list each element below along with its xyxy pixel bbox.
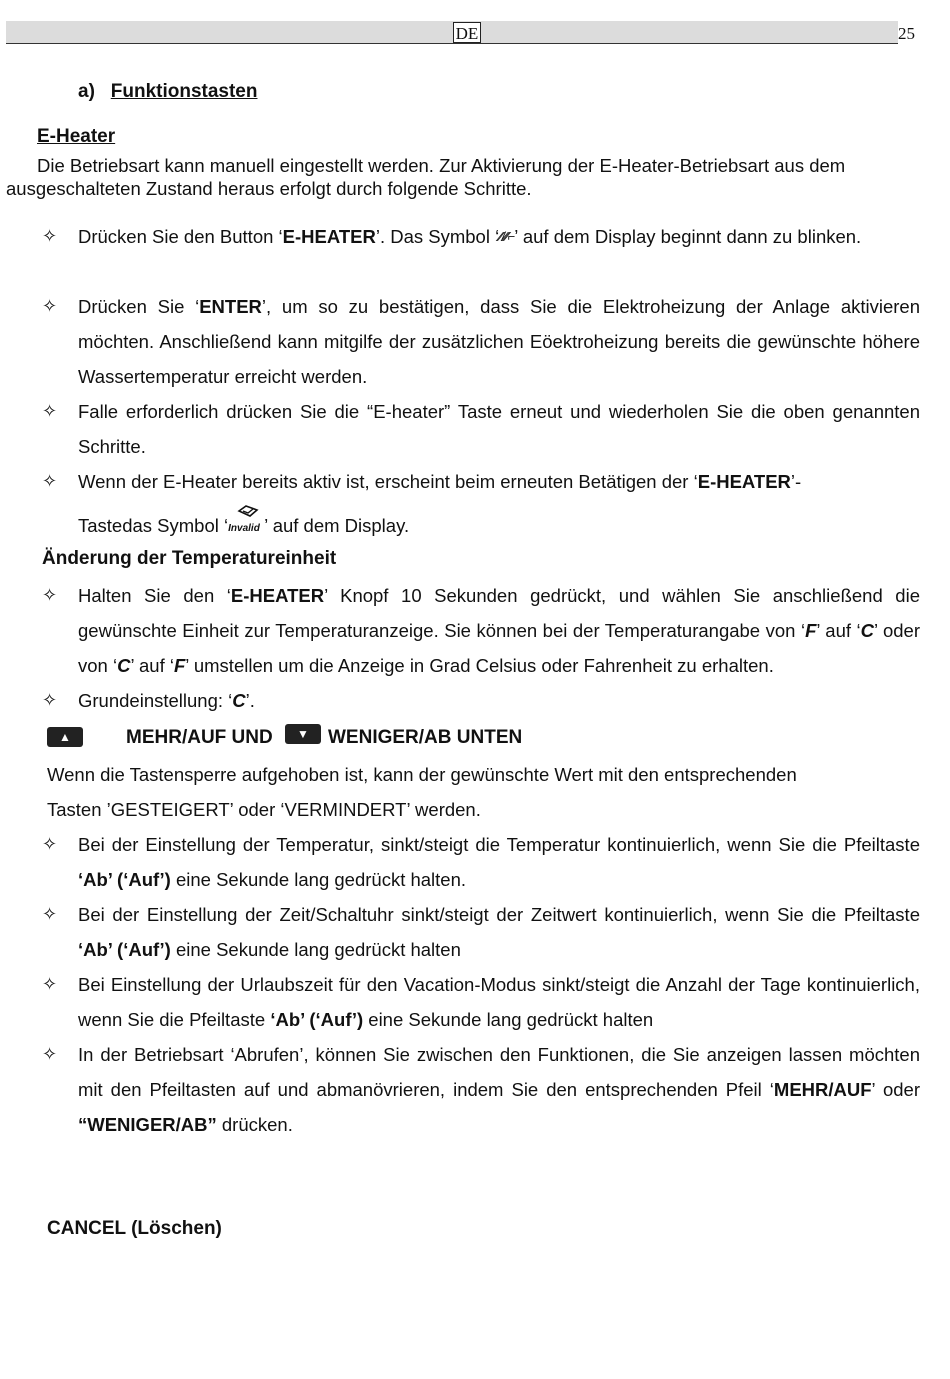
eheater-bullet-2: Drücken Sie ‘ENTER’, um so zu bestätigen, dass Sie die Elektroheizung der Anlage aktivieren möchten. Anschließend kann mitgilfe der zusätzlichen Eöektroheizung bereits die gewünschte höhere Wassertemperatur erreicht werden. [78, 296, 920, 387]
temp-unit-title: Änderung der Temperatureinheit [42, 548, 337, 569]
section-heading [78, 81, 257, 103]
temp-unit-bullet-1: Halten Sie den ‘E-HEATER’ Knopf 10 Sekunden gedrückt, und wählen Sie anschließend die gewünschte Einheit zur Temperaturanzeige. Sie können bei der Temperaturangabe von ‘F’ auf ‘C’ oder von ‘C’ auf ‘F’ umstellen um die Anzeige in Grad Celsius oder Fahrenheit zu erhalten. [78, 585, 920, 676]
section-title: Funktionstasten [110, 81, 258, 102]
bullet-icon: ✧ [42, 904, 58, 924]
eheater-bullet-4-line1: Wenn der E-Heater bereits aktiv ist, erscheint beim erneuten Betätigen der ‘E-HEATER’- [78, 471, 802, 492]
bullet-icon: ✧ [42, 296, 58, 316]
language-tag: DE [453, 22, 481, 43]
bullet-icon: ✧ [42, 401, 58, 421]
cancel-title: CANCEL (Löschen) [47, 1218, 222, 1239]
down-key-icon: ▼ [285, 724, 321, 744]
header-rule [6, 43, 898, 44]
heater-symbol-icon: ⁄⁄/⁄⁄⁄⌐ [499, 229, 515, 244]
arrows-bullet-2: Bei der Einstellung der Zeit/Schaltuhr sinkt/steigt der Zeitwert kontinuierlich, wenn Sie die Pfeiltaste ‘Ab’ (‘Auf’) eine Sekunde lang gedrückt halten [78, 904, 920, 960]
bullet-icon: ✧ [42, 471, 58, 491]
section-label: a) [78, 81, 95, 102]
arrows-intro-line1: Wenn die Tastensperre aufgehoben ist, kann der gewünschte Wert mit den entsprechenden [47, 764, 797, 785]
up-key-label: MEHR/AUF UND [126, 727, 273, 748]
eheater-intro-line2: ausgeschalteten Zustand heraus erfolgt durch folgende Schritte. [6, 178, 532, 199]
arrows-bullet-4: In der Betriebsart ‘Abrufen’, können Sie zwischen den Funktionen, die Sie anzeigen lassen möchten mit den Pfeiltasten auf und abmanövrieren, indem Sie den entsprechenden Pfeil ‘MEHR/AUF’ oder “WENIGER/AB” drücken. [78, 1044, 921, 1135]
bullet-icon: ✧ [42, 690, 58, 710]
up-key-icon: ▲ [47, 727, 83, 747]
eheater-bullet-1: Drücken Sie den Button ‘E-HEATER’. Das Symbol ‘⁄⁄/⁄⁄⁄⌐’ auf dem Display beginnt dann zu blinken. [78, 219, 920, 254]
temp-unit-bullet-2: Grundeinstellung: ‘C’. [78, 690, 255, 711]
bullet-icon: ✧ [42, 585, 58, 605]
page-number: 25 [898, 24, 915, 43]
bullet-icon: ✧ [42, 834, 58, 854]
eheater-title: E-Heater [37, 126, 116, 147]
bullet-icon: ✧ [42, 974, 58, 994]
arrows-bullet-1: Bei der Einstellung der Temperatur, sinkt/steigt die Temperatur kontinuierlich, wenn Sie die Pfeiltaste ‘Ab’ (‘Auf’) eine Sekunde lang gedrückt halten. [78, 834, 920, 890]
eheater-intro-line1: Die Betriebsart kann manuell eingestellt werden. Zur Aktivierung der E-Heater-Betriebsart aus dem [37, 155, 846, 176]
bullet-icon: ✧ [42, 226, 58, 246]
down-key-label: WENIGER/AB UNTEN [328, 727, 523, 748]
arrows-bullet-3: Bei Einstellung der Urlaubszeit für den Vacation-Modus sinkt/steigt die Anzahl der Tage kontinuierlich, wenn Sie die Pfeiltaste ‘Ab’ (‘Auf’) eine Sekunde lang gedrückt halten [78, 974, 920, 1030]
bullet-icon: ✧ [42, 1044, 58, 1064]
arrows-intro-line2: Tasten ’GESTEIGERT’ oder ‘VERMINDERT’ werden. [47, 799, 481, 820]
eheater-bullet-3: Falle erforderlich drücken Sie die “E-heater” Taste erneut und wiederholen Sie die oben genannten Schritte. [78, 401, 920, 457]
invalid-icon: Invalid [228, 512, 264, 534]
header-band [6, 21, 898, 44]
eheater-bullet-4-line2: Tastedas Symbol ‘ Invalid ’ auf dem Display. [78, 508, 409, 543]
